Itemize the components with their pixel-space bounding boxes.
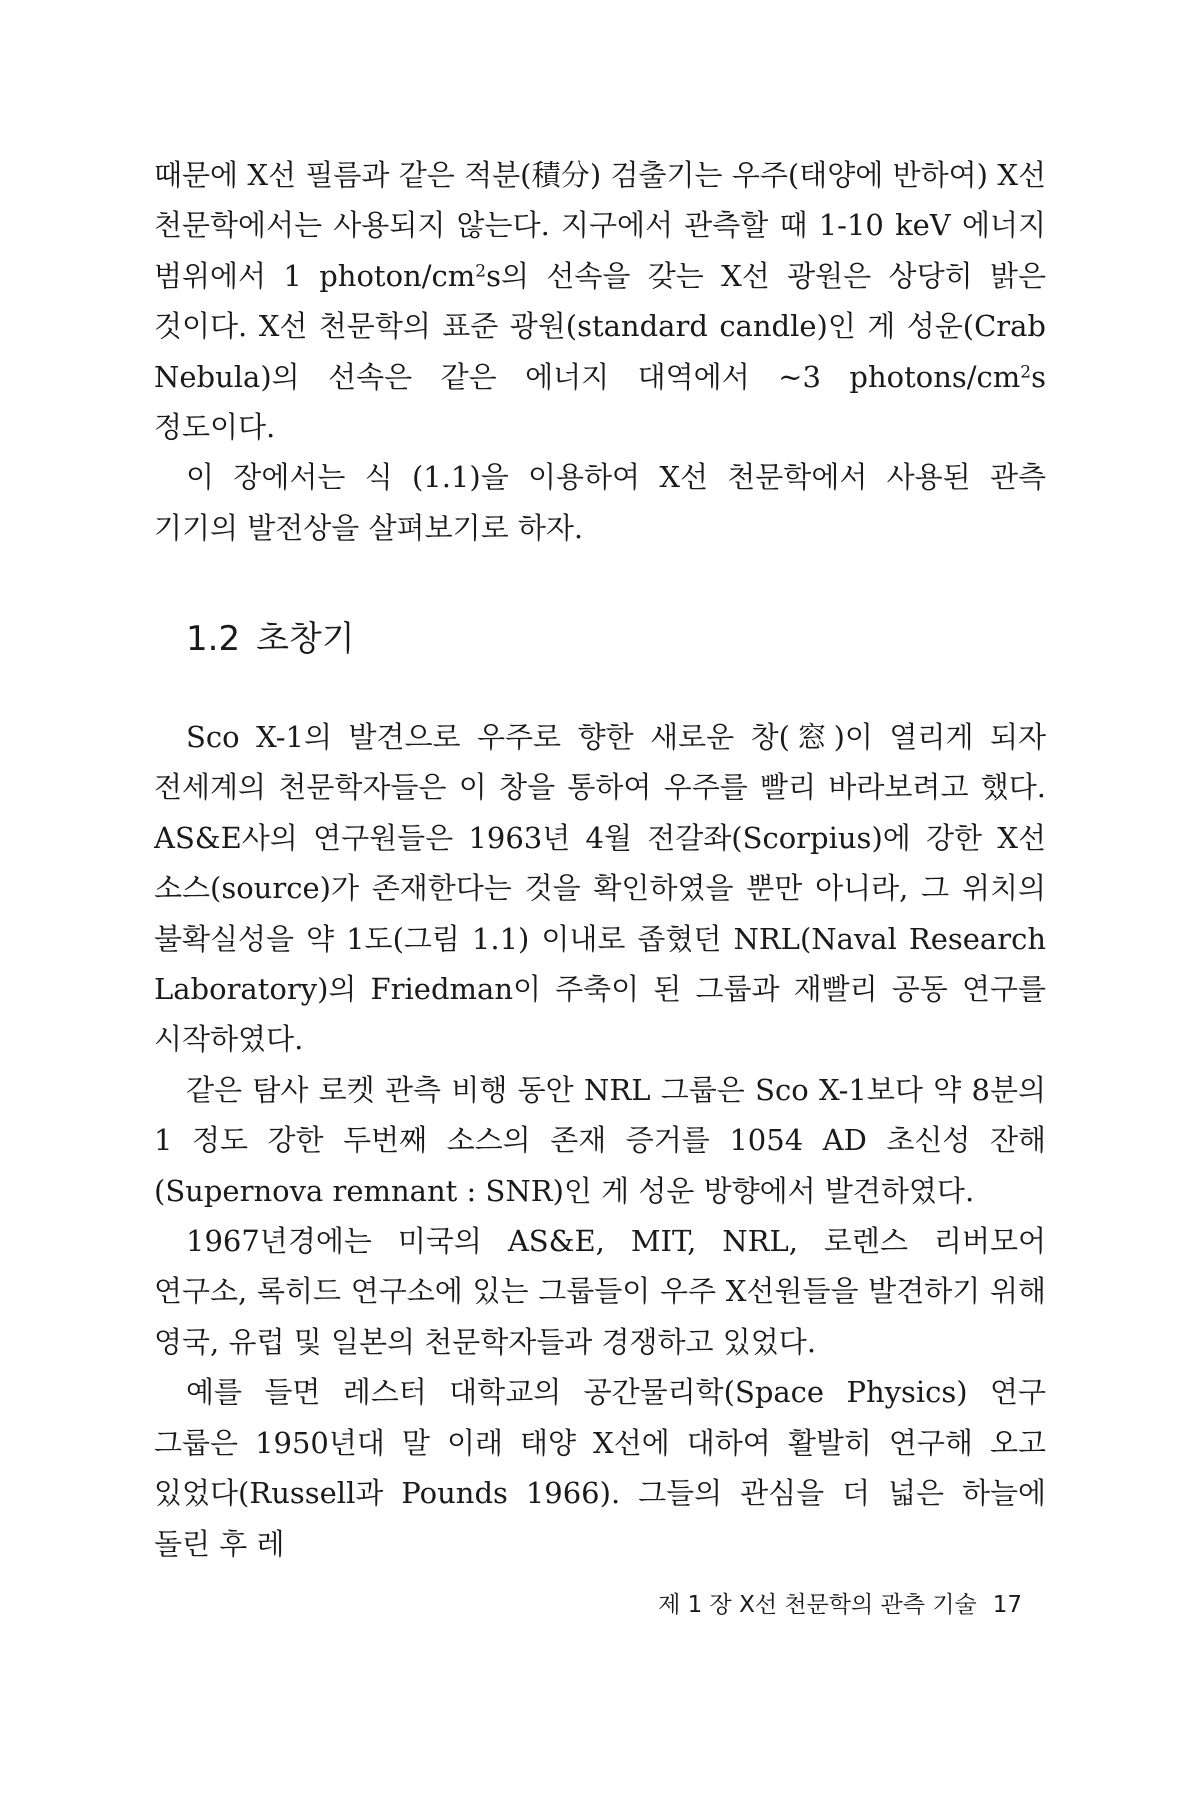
running-header-chapter: 제 1 장 X선 천문학의 관측 기술 — [658, 1592, 977, 1618]
section-paragraph-2: 같은 탐사 로켓 관측 비행 동안 NRL 그룹은 Sco X-1보다 약 8분의 1 정도 강한 두번째 소스의 존재 증거를 1054 AD 초신성 잔해(Supernova remnant : SNR)인 게 성운 방향에서 발견하였다. — [154, 1072, 1046, 1208]
intro-paragraph-1 — [154, 150, 1046, 452]
section-heading — [186, 617, 355, 661]
section-title: 초창기 — [256, 619, 355, 659]
section-paragraph-1: Sco X-1의 발견으로 우주로 향한 새로운 창(窓)이 열리게 되자 전세계의 천문학자들은 이 창을 통하여 우주를 빨리 바라보려고 했다. AS&E사의 연구원들은 1963년 4월 전갈좌(Scorpius)에 강한 X선 소스(source)가 존재한다는 것을 확인하였을 뿐만 아니라, 그 위치의 불확실성을 약 1도(그림 1.1) 이내로 좁혔던 NRL(Naval Research Laboratory)의 Friedman이 주축이 된 그룹과 재빨리 공동 연구를 시작하였다. — [154, 720, 1046, 1057]
intro-text-b: s의 선속을 갖는 X선 광원은 상당히 밝은 것이다. X선 천문학의 표준 광원(standard candle)인 게 성운(Crab Nebula)의 선속은 같은 에너지 대역에서 ~3 photons/cm — [154, 258, 1046, 394]
intro-text-c: s 정도이다. — [154, 359, 1046, 445]
section-paragraph-3: 1967년경에는 미국의 AS&E, MIT, NRL, 로렌스 리버모어 연구소, 록히드 연구소에 있는 그룹들이 우주 X선원들을 발견하기 위해 영국, 유럽 및 일본의 천문학자들과 경쟁하고 있었다. — [154, 1224, 1046, 1359]
superscript-2: 2 — [475, 261, 487, 282]
section-number: 1.2 — [186, 619, 241, 659]
intro-text-a: 때문에 X선 필름과 같은 적분(積分) 검출기는 우주(태양에 반하여) X선 천문학에서는 사용되지 않는다. 지구에서 관측할 때 1-10 keV 에너지 범위에서 1 photon/cm — [154, 158, 1046, 293]
section-paragraph-4: 예를 들면 레스터 대학교의 공간물리학(Space Physics) 연구 그룹은 1950년대 말 이래 태양 X선에 대하여 활발히 연구해 오고 있었다(Russell과 Pounds 1966). 그들의 관심을 더 넓은 하늘에 돌린 후 레 — [154, 1375, 1046, 1561]
intro-block — [154, 150, 1046, 553]
superscript-2: 2 — [1020, 362, 1032, 383]
page-number: 17 — [992, 1592, 1022, 1618]
section-body — [154, 712, 1046, 1569]
page-footer — [658, 1588, 1022, 1622]
intro-paragraph-2: 이 장에서는 식 (1.1)을 이용하여 X선 천문학에서 사용된 관측 기기의 발전상을 살펴보기로 하자. — [154, 460, 1046, 545]
